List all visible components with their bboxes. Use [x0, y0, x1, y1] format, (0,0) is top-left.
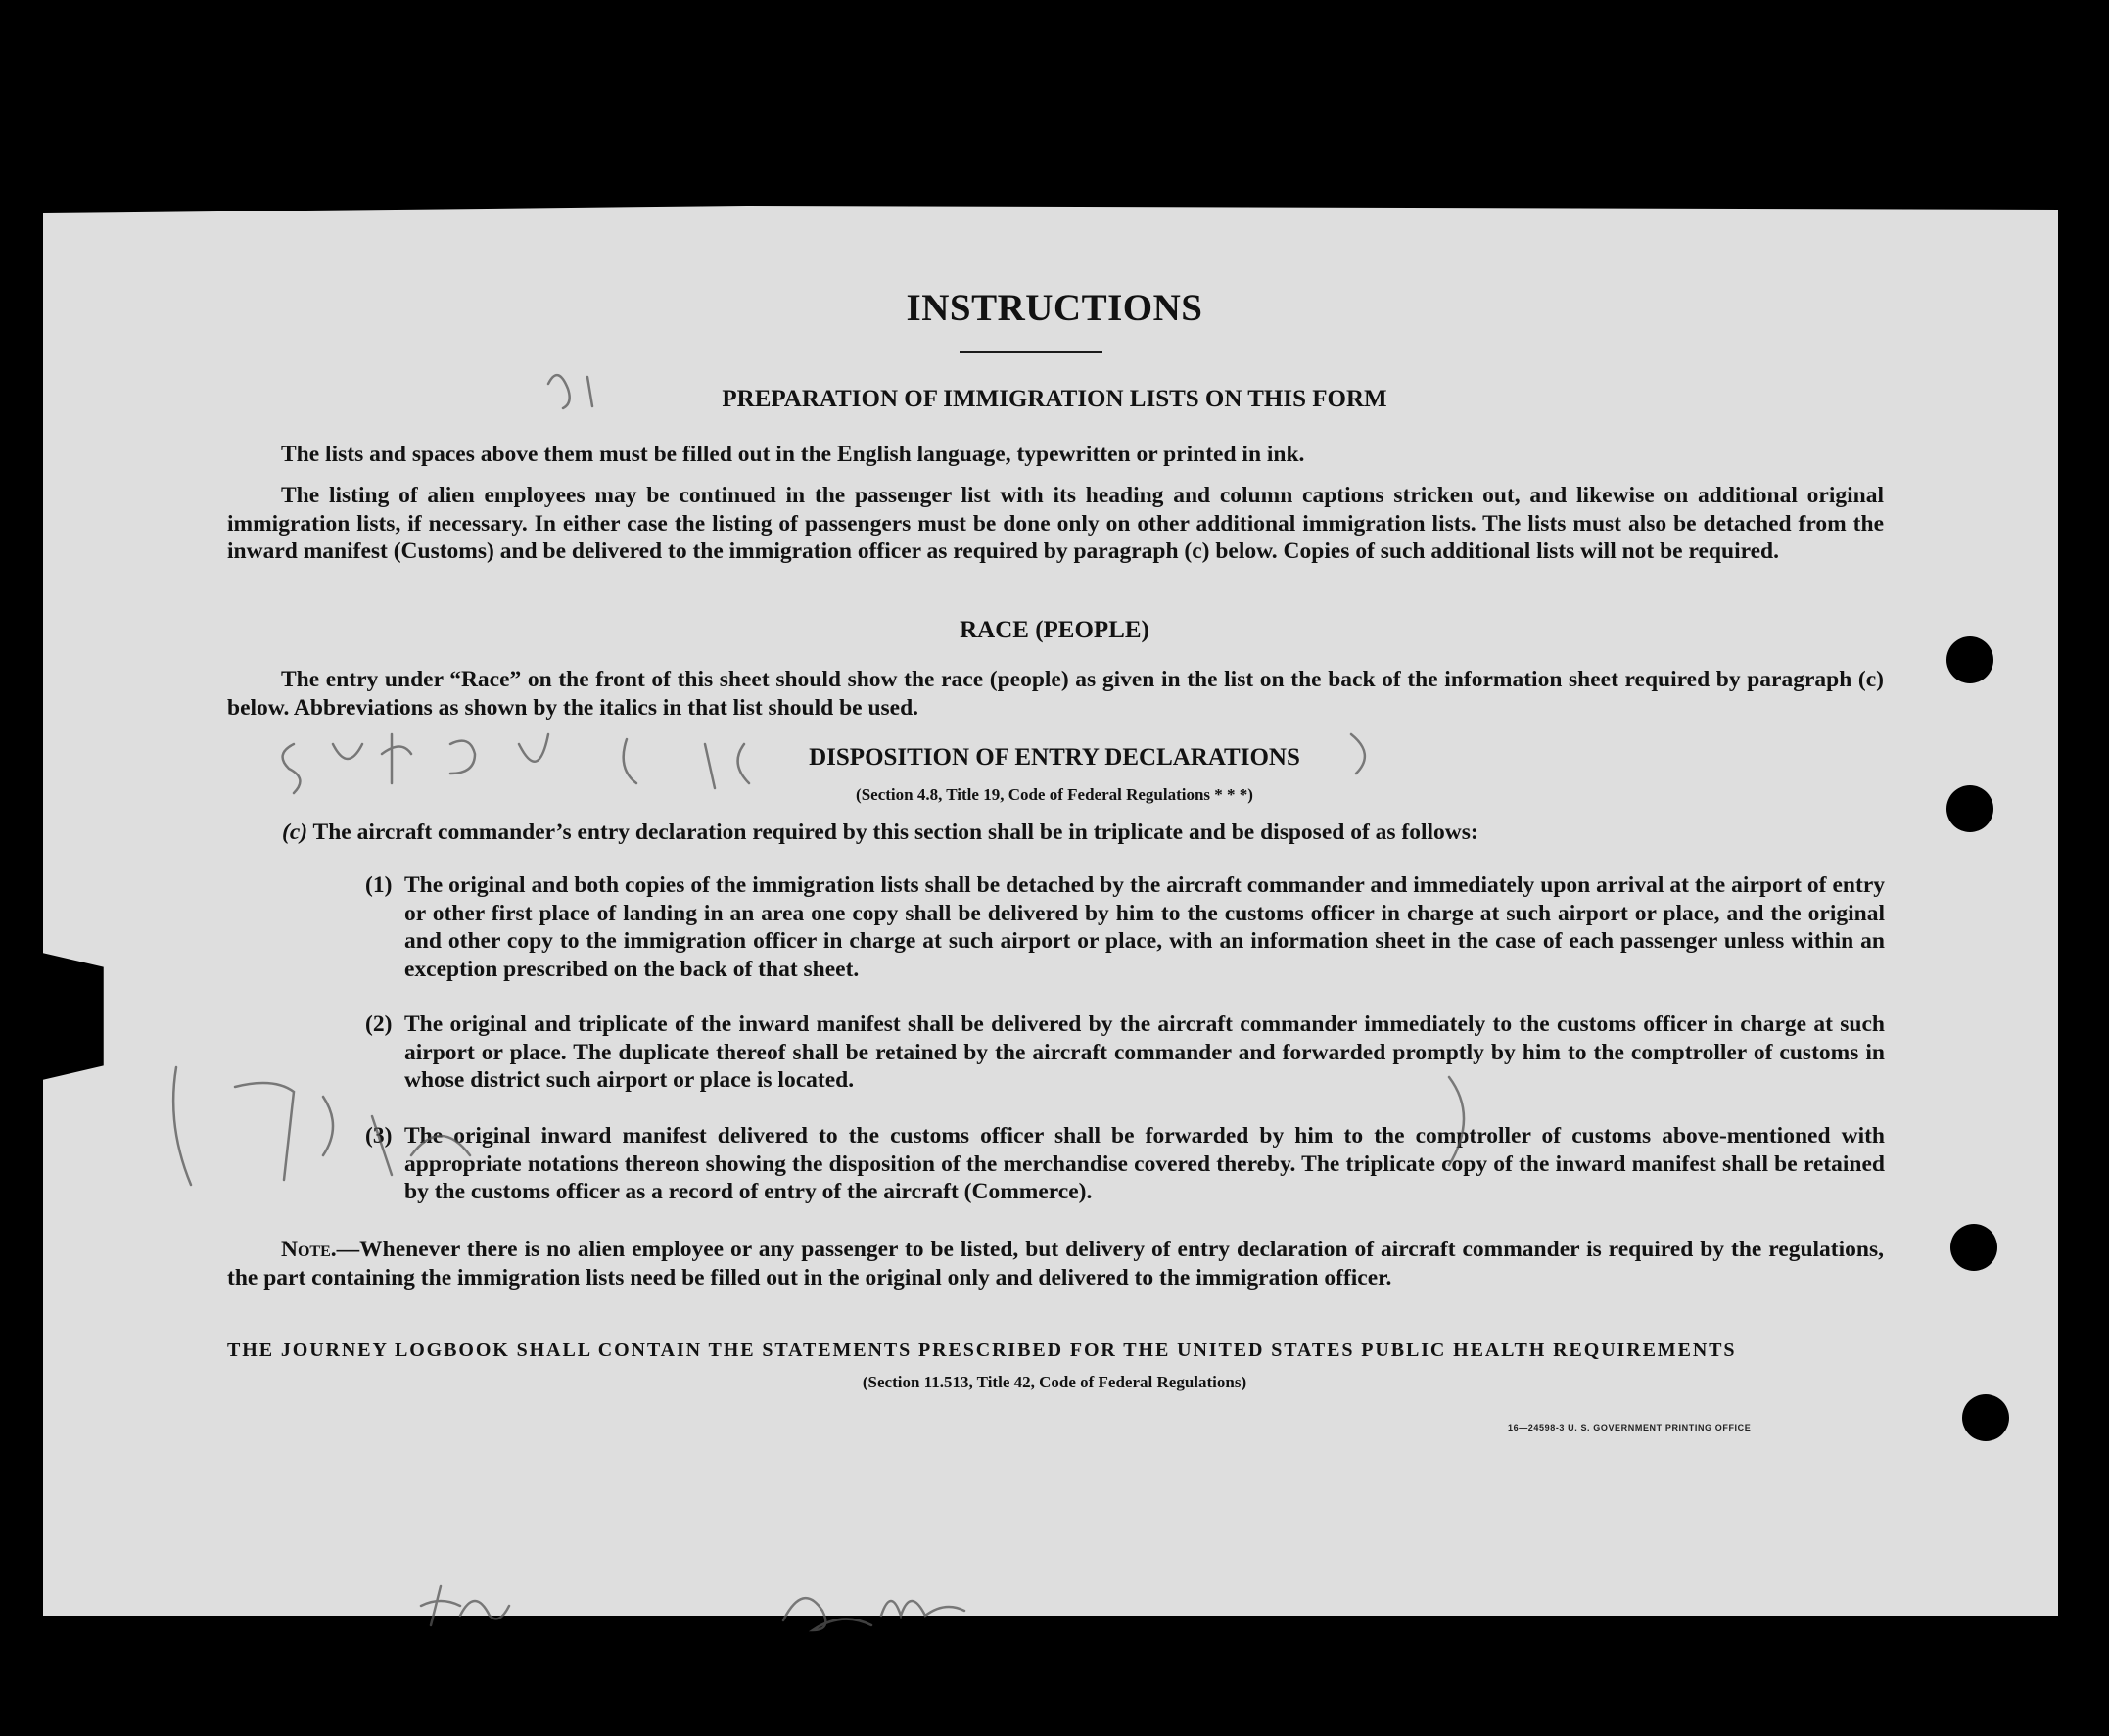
title-underline	[960, 351, 1102, 353]
health-requirements-line: THE JOURNEY LOGBOOK SHALL CONTAIN THE STATEMENTS PRESCRIBED FOR THE UNITED STATES PUBLIC HEALTH REQUIREMENTS	[227, 1339, 1737, 1361]
list-item-text: The original inward manifest delivered to the customs officer shall be forwarded by him to the comptroller of customs above-mentioned with appropriate notations thereon showing the disposition of the merchandise covered thereby. The triplicate copy of the inward manifest shall be retained by the customs officer as a record of entry of the aircraft (Commerce).	[404, 1123, 1885, 1205]
paragraph-preparation-2: The listing of alien employees may be continued in the passenger list with its heading and column captions stricken out, and likewise on additional original immigration lists, if necessary. In either case the listing of passengers must be done only on other additional immigration lists. The lists must also be detached from the inward manifest (Customs) and be delivered to the immigration officer as required by paragraph (c) below. Copies of such additional lists will not be required.	[227, 483, 1884, 565]
paragraph-preparation-1: The lists and spaces above them must be filled out in the English language, typewritten or printed in ink.	[281, 442, 1305, 467]
section-subheading-disposition: (Section 4.8, Title 19, Code of Federal Regulations * * *)	[856, 785, 1253, 804]
page-title: INSTRUCTIONS	[906, 287, 1203, 329]
section-heading-preparation: PREPARATION OF IMMIGRATION LISTS ON THIS FORM	[722, 386, 1387, 412]
printer-mark: 16—24598-3 U. S. GOVERNMENT PRINTING OFFICE	[1508, 1423, 1752, 1432]
list-item-text: The original and triplicate of the inward manifest shall be delivered by the aircraft commander immediately to the customs officer in charge at such airport or place. The duplicate thereof shall be retained by the aircraft commander and forwarded promptly by him to the comptroller of customs in whose district such airport or place is located.	[404, 1011, 1885, 1094]
section-heading-race: RACE (PEOPLE)	[960, 617, 1149, 643]
punch-hole	[1950, 1224, 1997, 1271]
punch-hole	[1962, 1394, 2009, 1441]
list-item	[365, 1010, 1885, 1095]
paragraph-c-text: The aircraft commander’s entry declaration required by this section shall be in triplicate and be disposed of as follows:	[312, 820, 1478, 845]
section-heading-disposition: DISPOSITION OF ENTRY DECLARATIONS	[809, 744, 1300, 771]
note-text: —Whenever there is no alien employee or any passenger to be listed, but delivery of entry declaration of aircraft commander is required by the regulations, the part containing the immigration lists need be filled out in the original only and delivered to the immigration officer.	[227, 1237, 1884, 1290]
note-label: Note.	[281, 1237, 337, 1262]
list-item-number: (2)	[365, 1011, 393, 1037]
list-item	[365, 871, 1885, 983]
paragraph-race: The entry under “Race” on the front of this sheet should show the race (people) as given in the list on the back of the information sheet required by paragraph (c) below. Abbreviations as shown by the italics in that list should be used.	[227, 667, 1884, 721]
health-requirements-citation: (Section 11.513, Title 42, Code of Federal Regulations)	[862, 1373, 1247, 1391]
list-item-number: (1)	[365, 872, 393, 898]
list-item-text: The original and both copies of the immigration lists shall be detached by the aircraft commander and immediately upon arrival at the airport of entry or other first place of landing in an area one copy shall be delivered by him to the customs officer in charge at such airport or place, and the original and other copy to the immigration officer in charge at such airport or place, with an information sheet in the case of each passenger unless within an exception prescribed on the back of that sheet.	[404, 872, 1885, 982]
paragraph-c-label: (c)	[282, 820, 308, 845]
note-paragraph	[227, 1236, 1884, 1291]
paragraph-c	[282, 819, 1478, 847]
list-item	[365, 1122, 1885, 1206]
list-item-number: (3)	[365, 1123, 393, 1149]
